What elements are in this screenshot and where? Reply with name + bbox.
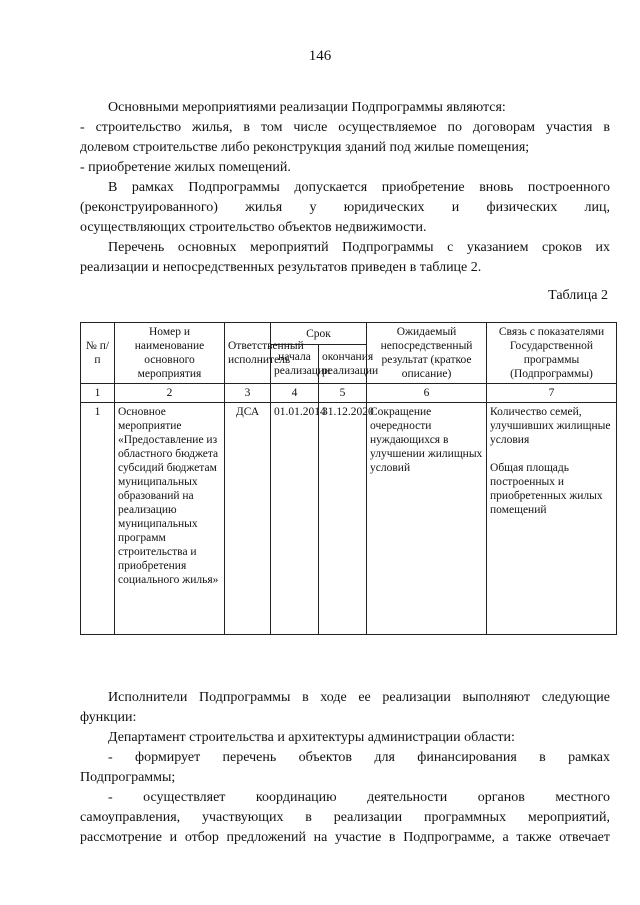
outro-line: самоуправления, участвующих в реализации программных мероприятий, <box>80 810 610 825</box>
col-number: 7 <box>487 384 617 403</box>
intro-line: осуществляющих строительство объектов недвижимости. <box>80 220 427 235</box>
col-number: 6 <box>367 384 487 403</box>
outro-line: Исполнители Подпрограммы в ходе ее реализации выполняют следующие <box>108 690 610 705</box>
header-term: Срок <box>271 323 367 345</box>
header-link: Связь с показателями Государственной программы (Подпрограммы) <box>487 323 617 384</box>
row-end: 31.12.2020 <box>319 403 367 635</box>
table-row <box>81 403 617 635</box>
row-link <box>487 403 617 635</box>
table-caption: Таблица 2 <box>548 288 608 303</box>
row-start: 01.01.2014 <box>271 403 319 635</box>
outro-line: - осуществляет координацию деятельности органов местного <box>108 790 610 805</box>
col-number: 5 <box>319 384 367 403</box>
header-num: № п/п <box>81 323 115 384</box>
intro-line: Основными мероприятиями реализации Подпрограммы являются: <box>108 100 506 115</box>
outro-line: Департамент строительства и архитектуры администрации области: <box>108 730 515 745</box>
intro-line: - приобретение жилых помещений. <box>80 160 291 175</box>
col-number: 4 <box>271 384 319 403</box>
intro-line: В рамках Подпрограммы допускается приобретение вновь построенного <box>108 180 610 195</box>
intro-line: долевом строительстве либо реконструкция зданий под жилые помещения; <box>80 140 530 155</box>
row-link-indicator-2: Общая площадь построенных и приобретенных жилых помещений <box>490 462 603 516</box>
row-num: 1 <box>81 403 115 635</box>
header-start: начала реализации <box>271 345 319 384</box>
header-name: Номер и наименование основного мероприятия <box>115 323 225 384</box>
row-result: Сокращение очередности нуждающихся в улучшении жилищных условий <box>367 403 487 635</box>
header-end: окончания реализации <box>319 345 367 384</box>
intro-line: Перечень основных мероприятий Подпрограммы с указанием сроков их <box>108 240 610 255</box>
row-responsible: ДСА <box>225 403 271 635</box>
outro-line: - формирует перечень объектов для финансирования в рамках <box>108 750 610 765</box>
row-name: Основное мероприятие «Предоставление из областного бюджета субсидий бюджетам муниципальных образований на реализацию муниципальных программ строительства и приобретения социального жилья» <box>115 403 225 635</box>
outro-line: функции: <box>80 710 137 725</box>
page-number: 146 <box>308 48 332 64</box>
header-responsible: Ответственный исполнитель <box>225 323 271 384</box>
header-result: Ожидаемый непосредственный результат (краткое описание) <box>367 323 487 384</box>
col-number: 2 <box>115 384 225 403</box>
intro-line: (реконструированного) жилья у юридических и физических лиц, <box>80 200 610 215</box>
outro-line: Подпрограммы; <box>80 770 176 785</box>
col-number: 3 <box>225 384 271 403</box>
table-column-numbers-row <box>81 384 617 403</box>
outro-line: рассмотрение и отбор предложений на участие в Подпрограмме, а также отвечает <box>80 830 610 845</box>
table-header-row <box>81 323 617 345</box>
measures-table <box>80 322 617 635</box>
intro-line: реализации и непосредственных результатов приведен в таблице 2. <box>80 260 482 275</box>
intro-line: - строительство жилья, в том числе осуществляемое по договорам участия в <box>80 120 610 135</box>
col-number: 1 <box>81 384 115 403</box>
row-link-indicator-1: Количество семей, улучшивших жилищные условия <box>490 406 611 446</box>
